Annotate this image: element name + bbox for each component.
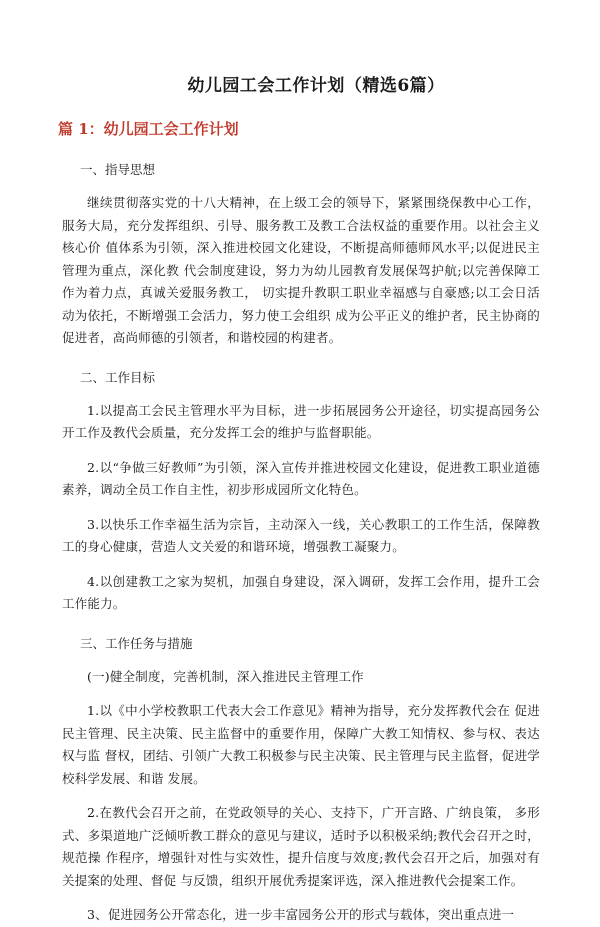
paragraph: 1.以《中小学校教职工代表大会工作意见》精神为指导，充分发挥教代会在 促进民主管理、民主决策、民主监督中的重要作用，保障广大教工知情权、参与权、表达权与监 督权，团结、引领广大教工积极参与民主决策、民主管理与民主监督，促进学校科学发展、和谐 发展。 (62, 703, 540, 786)
paragraph: 2.在教代会召开之前，在党政领导的关心、支持下，广开言路、广纳良策， 多形式、多渠道地广泛倾听教工群众的意见与建议，适时予以积极采纳;教代会召开之时，规范操 作程序，增强针对性与实效性，提升信度与效度;教代会召开之后，加强对有关提案的处理、督促 与反馈，组织开展优秀提案评选，深入推进教代会提案工作。 (62, 805, 540, 888)
paragraph: 2.以“争做三好教师”为引领，深入宣传并推进校园文化建设，促进教工职业道德素养，调动全员工作自主性，初步形成园所文化特色。 (62, 459, 540, 497)
section-heading: 一、指导思想 (80, 162, 156, 177)
paragraph: (一)健全制度，完善机制，深入推进民主管理工作 (87, 668, 364, 684)
chapter-title: 篇 1：幼儿园工会工作计划 (58, 120, 239, 138)
paragraph: 3、促进园务公开常态化，进一步丰富园务公开的形式与载体，突出重点进一 (87, 907, 515, 922)
paragraph: 4.以创建教工之家为契机，加强自身建设，深入调研，发挥工会作用，提升工会工作能力。 (62, 573, 540, 611)
paragraph: 1.以提高工会民主管理水平为目标，进一步拓展园务公开途径，切实提高园务公开工作及教代会质量，充分发挥工会的维护与监督职能。 (62, 402, 540, 440)
document-title: 幼儿园工会工作计划（精选6篇） (187, 76, 445, 96)
section-heading: 三、工作任务与措施 (80, 635, 193, 651)
paragraph: 3.以快乐工作幸福生活为宗旨，主动深入一线，关心教职工的工作生活，保障教工的身心健康，营造人文关爱的和谐环境，增强教工凝聚力。 (62, 516, 540, 554)
paragraph: 继续贯彻落实党的十八大精神，在上级工会的领导下，紧紧围绕保教中心工作，服务大局，充分发挥组织、引导、服务教工及教工合法权益的重要作用。以社会主义核心价 值体系为引领，深入推进校园文化建设，不断提高师德师风水平;以促进民主管理为重点，深化教 代会制度建设，努力为幼儿园教育发展保驾护航;以完善保障工作为着力点，真诚关爱服务教工， 切实提升教职工职业幸福感与自豪感;以工会日活动为依托，不断增强工会活力，努力使工会组织 成为公平正义的维护者，民主协商的促进者，高尚师德的引领者，和谐校园的构建者。 (62, 195, 540, 345)
section-heading: 二、工作目标 (80, 369, 156, 385)
